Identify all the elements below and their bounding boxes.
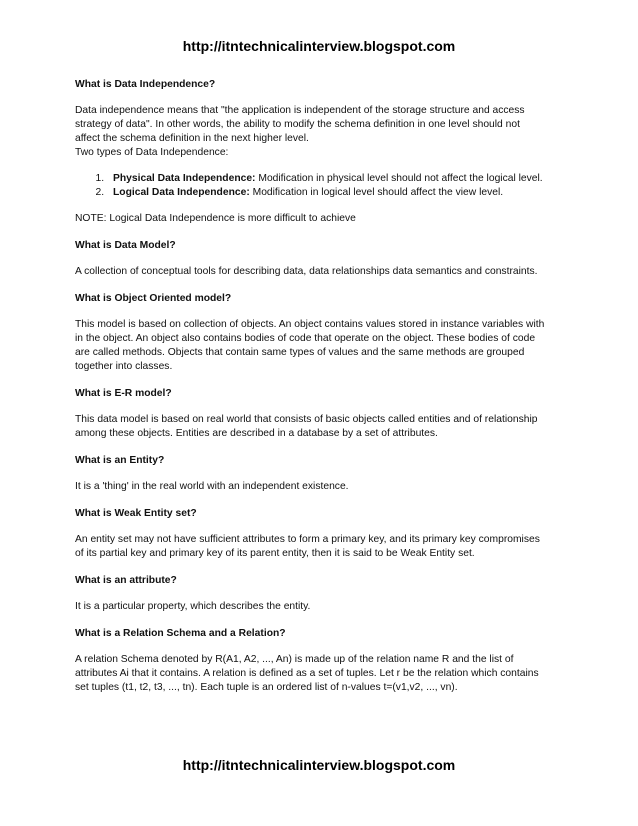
answer-line: in the object. An object also contains bodies of code that operate on the object. These bodies of code [75,333,536,344]
answer-oo-model [75,318,565,374]
answer-line: attributes Ai that it contains. A relation is defined as a set of tuples. Let r be the relation which contains [75,668,539,679]
answer-entity: It is a 'thing' in the real world with an independent existence. [75,481,349,492]
answer-line: This data model is based on real world that consists of basic objects called entities and of relationship [75,414,538,425]
document-body [75,78,565,695]
question-weak-entity: What is Weak Entity set? [75,508,197,519]
question-attribute: What is an attribute? [75,575,177,586]
list-item [107,186,565,200]
independence-types-list [75,172,565,200]
question-oo-model: What is Object Oriented model? [75,293,232,304]
answer-line: set tuples (t1, t2, t3, ..., tn). Each tuple is an ordered list of n-values t=(v1,v2, ..., vn). [75,682,458,693]
answer-line: among these objects. Entities are described in a database by a set of attributes. [75,428,438,439]
answer-data-model: A collection of conceptual tools for describing data, data relationships data semantics and constraints. [75,266,538,277]
question-relation-schema: What is a Relation Schema and a Relation? [75,628,286,639]
list-item-desc: Modification in logical level should affect the view level. [249,187,504,198]
footer-url: http://itntechnicalinterview.blogspot.com [182,757,456,773]
answer-line: of its partial key and primary key of its parent entity, then it is said to be Weak Entity set. [75,548,475,559]
answer-line: are called methods. Objects that contain same types of values and the same methods are grouped [75,347,525,358]
answer-line: This model is based on collection of objects. An object contains values stored in instance variables with [75,319,545,330]
answer-line: Two types of Data Independence: [75,147,229,158]
question-data-model: What is Data Model? [75,240,176,251]
note-text: NOTE: Logical Data Independence is more difficult to achieve [75,213,356,224]
question-entity: What is an Entity? [75,455,165,466]
answer-line: An entity set may not have sufficient attributes to form a primary key, and its primary key compromises [75,534,540,545]
answer-line: strategy of data". In other words, the ability to modify the schema definition in one level should not [75,119,520,130]
answer-line: together into classes. [75,361,173,372]
answer-line: Data independence means that "the application is independent of the storage structure and access [75,105,525,116]
list-item-term: Physical Data Independence: [113,173,256,184]
answer-line: A relation Schema denoted by R(A1, A2, ..., An) is made up of the relation name R and the list of [75,654,514,665]
answer-er-model [75,413,565,441]
question-data-independence: What is Data Independence? [75,79,216,90]
list-item-term: Logical Data Independence: [113,187,250,198]
header-url: http://itntechnicalinterview.blogspot.com [182,38,456,54]
answer-data-independence [75,104,565,160]
answer-attribute: It is a particular property, which describes the entity. [75,601,311,612]
answer-line: affect the schema definition in the next higher level. [75,133,309,144]
answer-relation-schema [75,653,565,695]
question-er-model: What is E-R model? [75,388,172,399]
answer-weak-entity [75,533,565,561]
list-item [107,172,565,186]
list-item-desc: Modification in physical level should not affect the logical level. [255,173,543,184]
